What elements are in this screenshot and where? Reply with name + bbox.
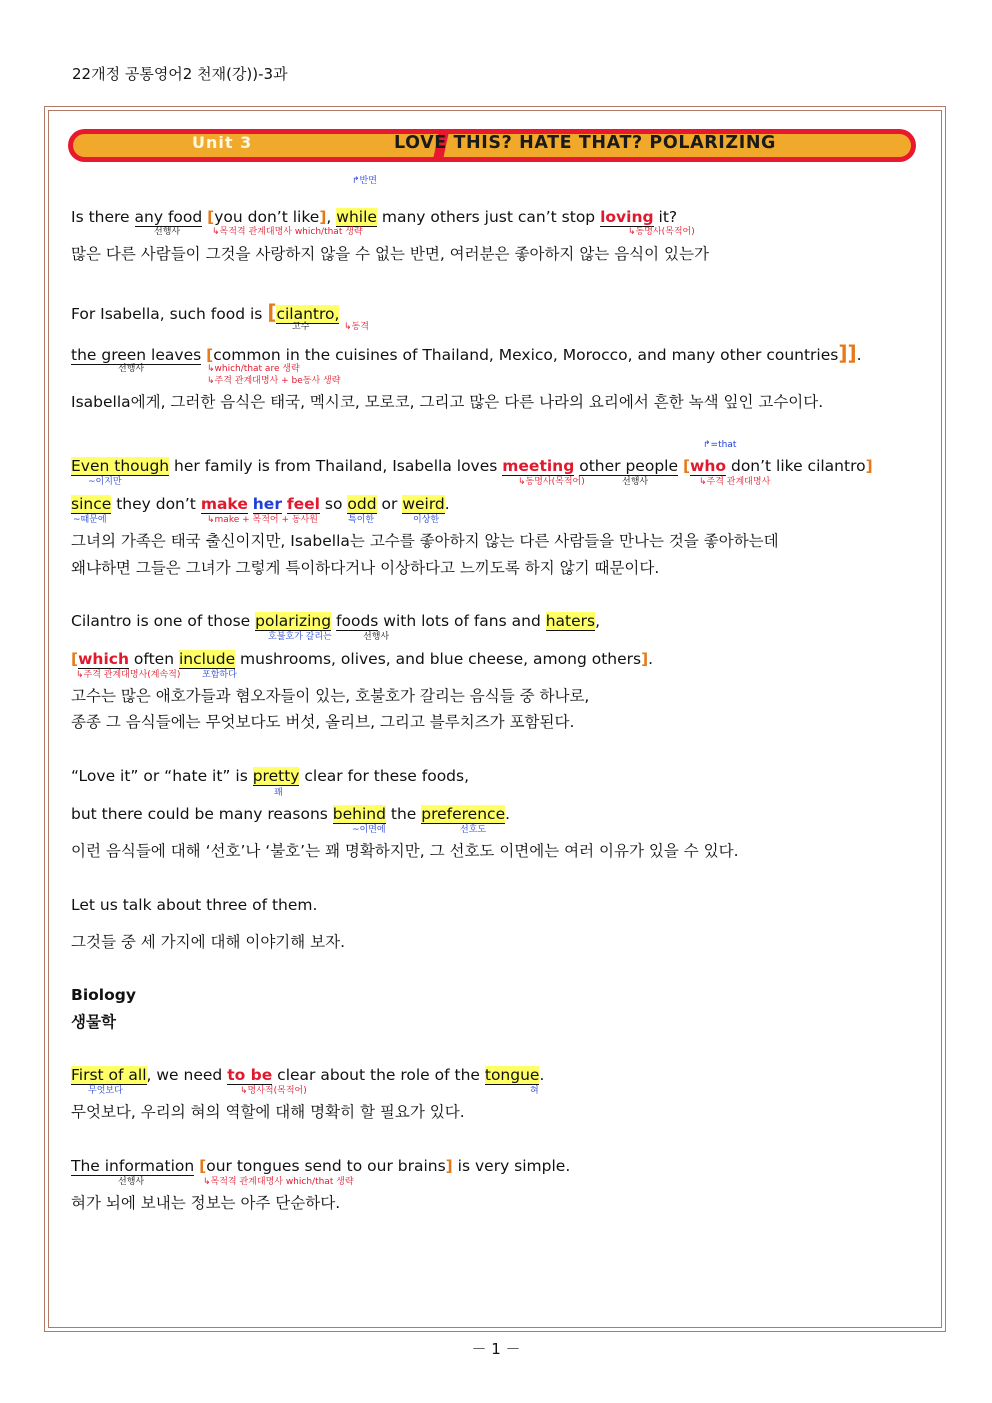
annotation: ↳동명사(목적어) — [518, 477, 585, 487]
text: is very simple. — [452, 1157, 571, 1175]
annotation: ↳which/that are 생략 — [207, 364, 300, 374]
annotation: 고수 — [292, 322, 310, 332]
document-title: 22개정 공통영어2 천재(강))-3과 — [72, 65, 288, 83]
highlight-word: pretty — [252, 767, 300, 785]
english-line — [71, 302, 339, 324]
text: . — [444, 495, 450, 513]
highlight-word: preference — [421, 805, 506, 823]
bracket: [ — [267, 300, 277, 324]
highlight-word: weird — [402, 495, 445, 513]
annotation: ↳목적격 관계대명사 which/that 생략 — [212, 227, 363, 237]
text: so — [320, 495, 348, 513]
english-line — [71, 766, 469, 786]
korean-translation: Isabella에게, 그러한 음식은 태국, 멕시코, 모로코, 그리고 많은 다른 나라의 요리에서 흔한 녹색 잎인 고수이다. — [71, 393, 824, 411]
text: or — [376, 495, 403, 513]
highlight-word: cilantro, — [276, 305, 340, 323]
keyword: which — [78, 650, 129, 668]
annotation: 호불호가 갈리는 — [268, 632, 332, 642]
annotation: ↱=that — [703, 440, 737, 450]
text: common in the cuisines of Thailand, Mexico, Morocco, and many other countries — [213, 346, 839, 364]
english-line — [71, 649, 653, 669]
bracket: ] — [865, 457, 873, 475]
annotation: 선행사 — [118, 1177, 145, 1187]
unit-title: LOVE THIS? HATE THAT? POLARIZING — [394, 133, 777, 153]
text: For Isabella, such food is — [71, 305, 268, 323]
keyword: loving — [600, 208, 654, 226]
annotation: 포함하다 — [202, 670, 237, 680]
bracket: ] — [641, 650, 649, 668]
text: her family is from Thailand, Isabella loves — [169, 457, 503, 475]
text: our tongues send to our brains — [206, 1157, 446, 1175]
text: mushrooms, olives, and blue cheese, among others — [235, 650, 642, 668]
english-line: Let us talk about three of them. — [71, 896, 318, 914]
english-line — [71, 207, 677, 227]
highlight-word: polarizing — [255, 612, 332, 630]
underlined-phrase: the green leaves — [71, 346, 202, 364]
bracket: ]] — [838, 341, 857, 365]
annotation: 선행사 — [154, 227, 181, 237]
korean-translation: 많은 다른 사람들이 그것을 사랑하지 않을 수 없는 반면, 여러분은 좋아하지 않는 음식이 있는가 — [71, 245, 709, 263]
text: Is there — [71, 208, 130, 226]
annotation: 꽤 — [274, 788, 283, 798]
text: , we need — [146, 1066, 228, 1084]
korean-translation: 무엇보다, 우리의 혀의 역할에 대해 명확히 할 필요가 있다. — [71, 1103, 465, 1121]
annotation: 선행사 — [363, 632, 390, 642]
bracket: [ — [71, 650, 79, 668]
page-number: － 1 － — [471, 1340, 521, 1358]
text: but there could be many reasons — [71, 805, 333, 823]
annotation: 특이한 — [348, 515, 375, 525]
annotation: ↳주격 관계대명사 — [699, 477, 771, 487]
section-heading-korean: 생물학 — [71, 1013, 116, 1031]
text: . — [856, 346, 862, 364]
underlined-phrase: other people — [579, 457, 678, 475]
english-line — [71, 494, 450, 514]
bracket: [ — [207, 208, 215, 226]
annotation: ↳명사적(목적어) — [240, 1086, 307, 1096]
highlight-word: include — [178, 650, 236, 668]
keyword: meeting — [502, 457, 575, 475]
highlight-word: tongue — [484, 1066, 540, 1084]
text: with lots of fans and — [378, 612, 546, 630]
text: Cilantro is one of those — [71, 612, 256, 630]
highlight-word: behind — [332, 805, 386, 823]
korean-translation: 왜냐하면 그들은 그녀가 그렇게 특이하다거나 이상하다고 느끼도록 하지 않기 때문이다. — [71, 559, 660, 577]
english-line — [71, 804, 510, 824]
annotation: ~이지만 — [88, 477, 122, 487]
keyword: make — [200, 495, 248, 513]
korean-translation: 고수는 많은 애호가들과 혐오자들이 있는, 호불호가 갈리는 음식들 중 하나로, — [71, 687, 590, 705]
keyword: feel — [286, 495, 320, 513]
annotation: ↳동격 — [344, 322, 369, 332]
annotation: ↳주격 관계대명사(계속적) — [76, 670, 181, 680]
underlined-phrase: any food — [134, 208, 203, 226]
bracket: [ — [682, 457, 691, 475]
highlight-word: odd — [347, 495, 377, 513]
annotation: ~이면에 — [352, 825, 386, 835]
text: . — [648, 650, 654, 668]
english-line — [71, 1156, 570, 1176]
text: they don’t — [111, 495, 201, 513]
text: it? — [653, 208, 678, 226]
text: . — [539, 1066, 545, 1084]
highlight-word: while — [336, 208, 377, 226]
korean-translation: 그녀의 가족은 태국 출신이지만, Isabella는 고수를 좋아하지 않는 다른 사람들을 만나는 것을 좋아하는데 — [71, 532, 779, 550]
english-line — [71, 1065, 544, 1085]
text: the — [385, 805, 422, 823]
annotation: 혀 — [530, 1086, 539, 1096]
bracket: ] — [319, 208, 327, 226]
korean-translation: 그것들 중 세 가지에 대해 이야기해 보자. — [71, 933, 346, 951]
keyword: her — [252, 495, 282, 513]
text: “Love it” or “hate it” is — [71, 767, 253, 785]
english-line — [71, 343, 862, 365]
section-heading: Biology — [71, 986, 136, 1004]
annotation: ~때문에 — [73, 515, 107, 525]
bracket: ] — [445, 1157, 453, 1175]
korean-translation: 혀가 뇌에 보내는 정보는 아주 단순하다. — [71, 1194, 341, 1212]
annotation: 선행사 — [622, 477, 649, 487]
annotation: 무엇보다 — [88, 1086, 123, 1096]
text: , — [595, 612, 601, 630]
text: many others just can’t stop — [376, 208, 601, 226]
highlight-word: Even though — [71, 457, 170, 475]
annotation: ↳주격 관계대명사 + be동사 생략 — [207, 376, 341, 386]
highlight-word: First of all — [71, 1066, 147, 1084]
text: clear for these foods, — [299, 767, 470, 785]
text: clear about the role of the — [272, 1066, 485, 1084]
annotation: 선행사 — [118, 364, 145, 374]
text: , — [326, 208, 332, 226]
annotation: ↳make + 목적어 + 동사원 — [207, 515, 318, 525]
english-line — [71, 456, 873, 476]
korean-translation: 종종 그 음식들에는 무엇보다도 버섯, 올리브, 그리고 블루치즈가 포함된다. — [71, 713, 575, 731]
annotation: ↳동명사(목적어) — [628, 227, 695, 237]
highlight-word: since — [71, 495, 112, 513]
bracket: [ — [199, 1157, 207, 1175]
keyword: to be — [227, 1066, 273, 1084]
english-line — [71, 611, 600, 631]
annotation: ↱반면 — [352, 176, 377, 186]
korean-translation: 이런 음식들에 대해 ‘선호’나 ‘불호’는 꽤 명확하지만, 그 선호도 이면에는 여러 이유가 있을 수 있다. — [71, 842, 739, 860]
text: . — [505, 805, 511, 823]
underlined-phrase: The information — [71, 1157, 195, 1175]
text: you don’t like — [214, 208, 320, 226]
keyword: who — [690, 457, 727, 475]
annotation: 이상한 — [413, 515, 440, 525]
text: don’t like cilantro — [726, 457, 866, 475]
annotation: ↳목적격 관계대명사 which/that 생략 — [203, 1177, 354, 1187]
text: often — [128, 650, 179, 668]
unit-label: Unit 3 — [192, 133, 253, 152]
highlight-word: haters — [545, 612, 596, 630]
bracket: [ — [206, 346, 214, 364]
annotation: 선호도 — [460, 825, 487, 835]
underlined-phrase: foods — [336, 612, 379, 630]
